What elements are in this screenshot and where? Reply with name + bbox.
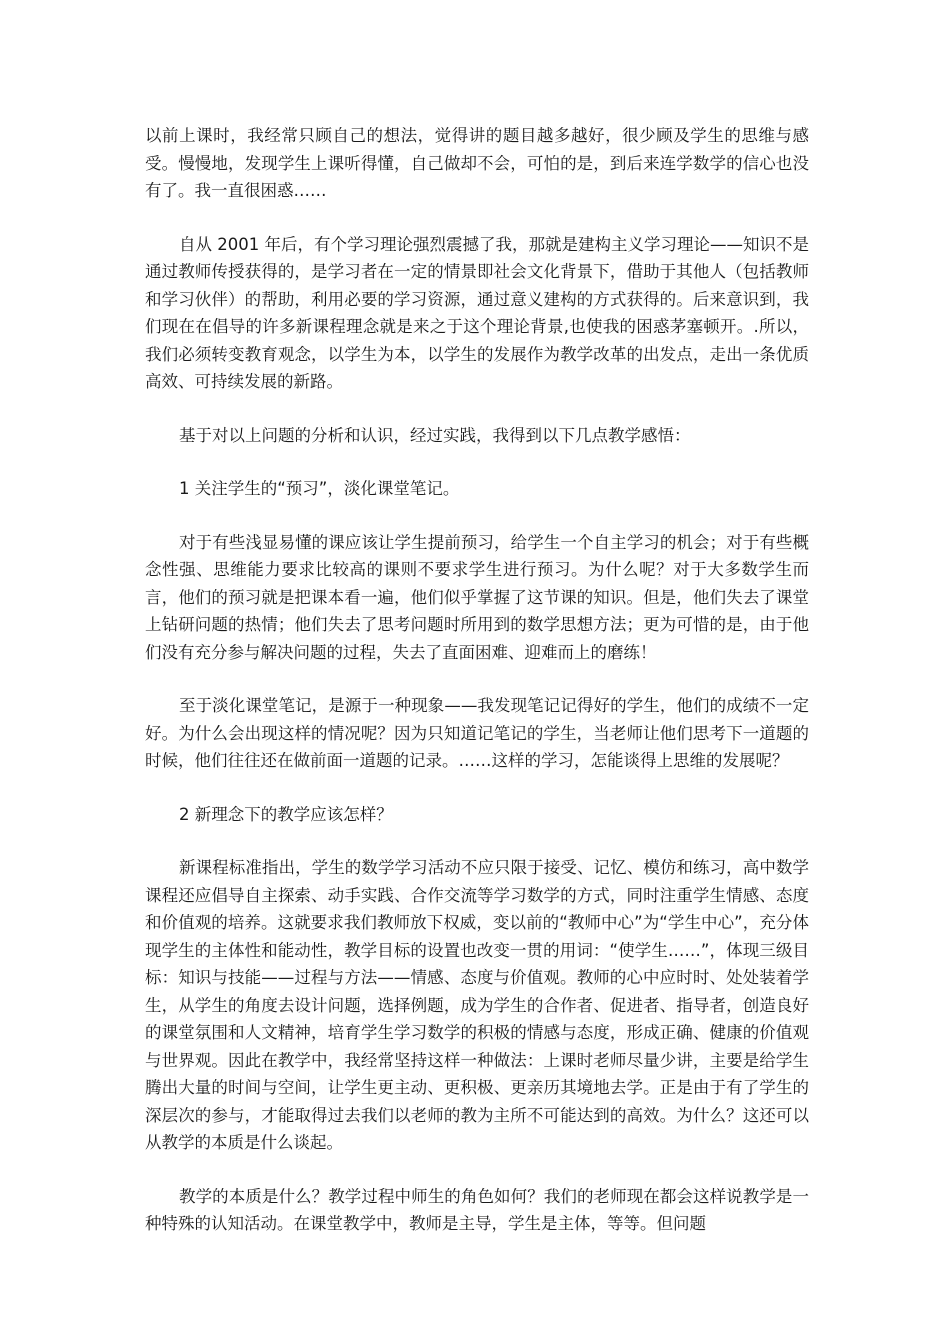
paragraph: 对于有些浅显易懂的课应该让学生提前预习，给学生一个自主学习的机会；对于有些概念性强、思维能力要求比较高的课则不要求学生进行预习。为什么呢？对于大多数学生而言，他们的预习就是把课本看一遍，他们似乎掌握了这节课的知识。但是，他们失去了课堂上钻研问题的热情；他们失去了思考问题时所用到的数学思想方法；更为可惜的是，由于他们没有充分参与解决问题的过程，失去了直面困难、迎难而上的磨练！ <box>145 532 809 662</box>
paragraph: 以前上课时，我经常只顾自己的想法，觉得讲的题目越多越好，很少顾及学生的思维与感受。慢慢地，发现学生上课听得懂，自己做却不会，可怕的是，到后来连学数学的信心也没有了。我一直很困惑…… <box>145 126 809 200</box>
section-heading: 2 新理念下的教学应该怎样？ <box>179 804 393 824</box>
paragraph: 基于对以上问题的分析和认识，经过实践，我得到以下几点教学感悟： <box>179 425 691 445</box>
paragraph: 自从 2001 年后，有个学习理论强烈震撼了我，那就是建构主义学习理论——知识不是通过教师传授获得的，是学习者在一定的情景即社会文化背景下，借助于其他人（包括教师和学习伙伴）的帮助，利用必要的学习资源，通过意义建构的方式获得的。后来意识到，我们现在在倡导的许多新课程理念就是来之于这个理论背景,也使我的困惑茅塞顿开。.所以，我们必须转变教育观念，以学生为本，以学生的发展作为教学改革的出发点，走出一条优质高效、可持续发展的新路。 <box>145 234 809 391</box>
document-body <box>145 122 809 1264</box>
paragraph: 新课程标准指出，学生的数学学习活动不应只限于接受、记忆、模仿和练习，高中数学课程还应倡导自主探索、动手实践、合作交流等学习数学的方式，同时注重学生情感、态度和价值观的培养。这就要求我们教师放下权威，变以前的“教师中心”为“学生中心”，充分体现学生的主体性和能动性，教学目标的设置也改变一贯的用词：“使学生……”，体现三级目标：知识与技能——过程与方法——情感、态度与价值观。教师的心中应时时、处处装着学生，从学生的角度去设计问题，选择例题，成为学生的合作者、促进者、指导者，创造良好的课堂氛围和人文精神，培育学生学习数学的积极的情感与态度，形成正确、健康的价值观与世界观。因此在教学中，我经常坚持这样一种做法：上课时老师尽量少讲，主要是给学生腾出大量的时间与空间，让学生更主动、更积极、更亲历其境地去学。正是由于有了学生的深层次的参与，才能取得过去我们以老师的教为主所不可能达到的高效。为什么？这还可以从教学的本质是什么谈起。 <box>145 858 809 1152</box>
paragraph: 教学的本质是什么？教学过程中师生的角色如何？我们的老师现在都会这样说教学是一种特殊的认知活动。在课堂教学中，教师是主导，学生是主体，等等。但问题 <box>145 1186 809 1233</box>
section-heading: 1 关注学生的“预习”，淡化课堂笔记。 <box>179 479 460 498</box>
paragraph: 至于淡化课堂笔记，是源于一种现象——我发现笔记记得好的学生，他们的成绩不一定好。为什么会出现这样的情况呢？因为只知道记笔记的学生，当老师让他们思考下一道题的时候，他们往往还在做前面一道题的记录。……这样的学习，怎能谈得上思维的发展呢？ <box>145 696 809 770</box>
